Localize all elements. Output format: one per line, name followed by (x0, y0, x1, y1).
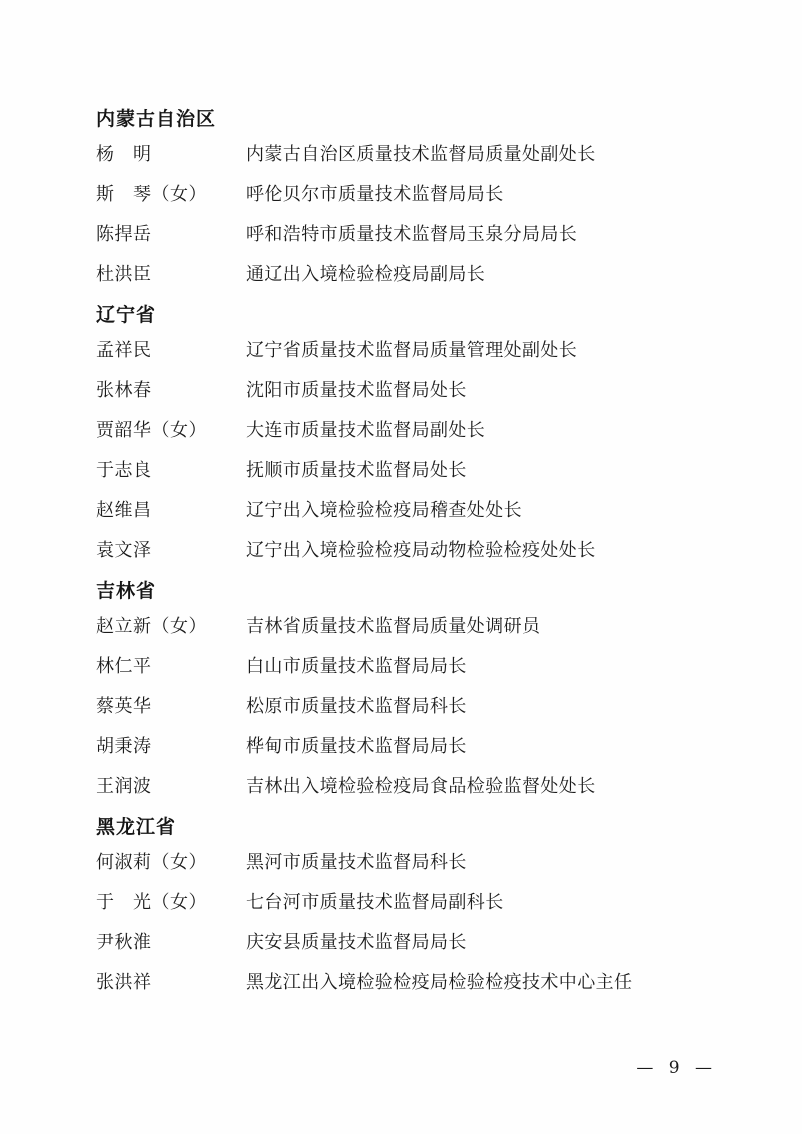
person-name: 王润波 (96, 776, 152, 797)
person-title: 松原市质量技术监督局科长 (246, 696, 467, 717)
list-item (96, 732, 716, 762)
list-item (96, 336, 716, 366)
region-section-inner-mongolia (96, 104, 716, 290)
list-item (96, 536, 716, 566)
person-name: 张洪祥 (96, 972, 152, 993)
person-title: 庆安县质量技术监督局局长 (246, 932, 467, 953)
person-title: 通辽出入境检验检疫局副局长 (246, 264, 486, 285)
person-title: 辽宁出入境检验检疫局稽查处处长 (246, 500, 522, 521)
list-item (96, 968, 716, 998)
list-item (96, 180, 716, 210)
person-name: 尹秋淮 (96, 932, 152, 953)
person-title: 桦甸市质量技术监督局局长 (246, 736, 467, 757)
region-title: 吉林省 (96, 580, 157, 602)
person-title: 沈阳市质量技术监督局处长 (246, 380, 467, 401)
person-name: 蔡英华 (96, 696, 152, 717)
person-name: 于志良 (96, 460, 152, 481)
region-section-jilin (96, 576, 716, 802)
person-title: 七台河市质量技术监督局副科长 (246, 892, 504, 913)
person-name: 赵立新（女） (96, 616, 207, 637)
person-name: 陈捍岳 (96, 224, 152, 245)
person-title: 黑龙江出入境检验检疫局检验检疫技术中心主任 (246, 972, 633, 993)
list-item (96, 888, 716, 918)
person-name: 于 光（女） (96, 892, 207, 913)
list-item (96, 652, 716, 682)
person-title: 呼和浩特市质量技术监督局玉泉分局局长 (246, 224, 578, 245)
region-title: 辽宁省 (96, 304, 157, 326)
list-item (96, 140, 716, 170)
person-name: 杨 明 (96, 144, 152, 165)
list-item (96, 928, 716, 958)
person-name: 杜洪臣 (96, 264, 152, 285)
person-name: 孟祥民 (96, 340, 152, 361)
person-name: 林仁平 (96, 656, 152, 677)
person-name: 何淑莉（女） (96, 852, 207, 873)
person-title: 吉林省质量技术监督局质量处调研员 (246, 616, 541, 637)
list-item (96, 416, 716, 446)
list-item (96, 612, 716, 642)
list-item (96, 376, 716, 406)
list-item (96, 220, 716, 250)
page-footer (630, 1058, 720, 1078)
region-section-heilongjiang (96, 812, 716, 998)
person-title: 辽宁省质量技术监督局质量管理处副处长 (246, 340, 578, 361)
list-item (96, 496, 716, 526)
person-title: 白山市质量技术监督局局长 (246, 656, 467, 677)
person-name: 赵维昌 (96, 500, 152, 521)
region-section-liaoning (96, 300, 716, 566)
list-item (96, 260, 716, 290)
person-title: 辽宁出入境检验检疫局动物检验检疫处处长 (246, 540, 596, 561)
list-item (96, 848, 716, 878)
person-title: 吉林出入境检验检疫局食品检验监督处处长 (246, 776, 596, 797)
person-title: 呼伦贝尔市质量技术监督局局长 (246, 184, 504, 205)
person-name: 张林春 (96, 380, 152, 401)
person-title: 内蒙古自治区质量技术监督局质量处副处长 (246, 144, 596, 165)
document-body (96, 104, 716, 1008)
list-item (96, 692, 716, 722)
region-title: 内蒙古自治区 (96, 108, 217, 130)
region-title: 黑龙江省 (96, 816, 177, 838)
person-name: 胡秉涛 (96, 736, 152, 757)
list-item (96, 772, 716, 802)
person-title: 抚顺市质量技术监督局处长 (246, 460, 467, 481)
list-item (96, 456, 716, 486)
person-title: 大连市质量技术监督局副处长 (246, 420, 486, 441)
person-name: 贾韶华（女） (96, 420, 207, 441)
person-title: 黑河市质量技术监督局科长 (246, 852, 467, 873)
person-name: 袁文泽 (96, 540, 152, 561)
person-name: 斯 琴（女） (96, 184, 207, 205)
footer-left-dash: — (636, 1058, 656, 1078)
page-number: 9 (668, 1058, 682, 1078)
footer-right-dash: — (695, 1058, 714, 1078)
